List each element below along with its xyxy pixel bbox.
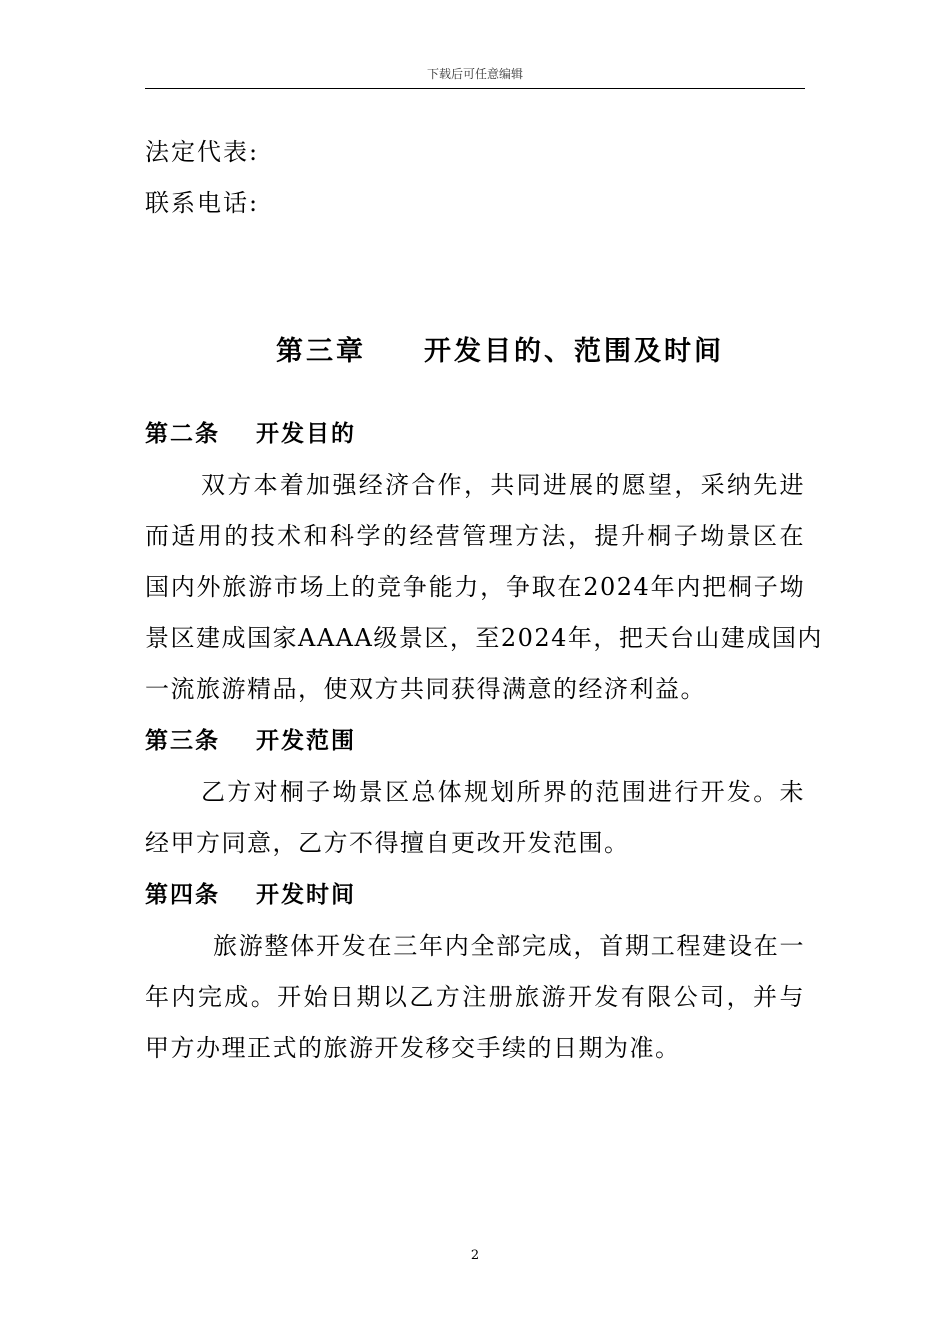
paragraph-line: 而适用的技术和科学的经营管理方法，提升桐子坳景区在 bbox=[145, 522, 805, 550]
paragraph-line: 经甲方同意，乙方不得擅自更改开发范围。 bbox=[145, 829, 630, 857]
article-number: 第四条 bbox=[145, 882, 220, 908]
paragraph-line: 旅游整体开发在三年内全部完成，首期工程建设在一 bbox=[213, 932, 805, 960]
chapter-number: 第三章 bbox=[276, 336, 366, 367]
chapter-title: 开发目的、范围及时间 bbox=[424, 336, 724, 367]
paragraph-line: 双方本着加强经济合作，共同进展的愿望，采纳先进 bbox=[201, 471, 805, 499]
page-number: 2 bbox=[470, 1248, 480, 1263]
article-title: 开发目的 bbox=[256, 421, 356, 447]
article-paragraph bbox=[145, 460, 823, 715]
article-paragraph bbox=[145, 767, 805, 869]
article-paragraph bbox=[145, 921, 805, 1074]
paragraph-line: 乙方对桐子坳景区总体规划所界的范围进行开发。未 bbox=[201, 778, 805, 806]
paragraph-line: 一流旅游精品，使双方共同获得满意的经济利益。 bbox=[145, 675, 706, 703]
page-header: 下载后可任意编辑 bbox=[426, 67, 523, 81]
paragraph-line: 国内外旅游市场上的竞争能力，争取在2024年内把桐子坳 bbox=[145, 573, 805, 601]
paragraph-line: 年内完成。开始日期以乙方注册旅游开发有限公司，并与 bbox=[145, 983, 805, 1011]
article-title: 开发时间 bbox=[256, 882, 356, 908]
contact-phone-field: 联系电话: bbox=[145, 189, 260, 217]
article-heading bbox=[145, 869, 805, 921]
article-title: 开发范围 bbox=[256, 728, 356, 754]
article-number: 第二条 bbox=[145, 421, 220, 447]
article-number: 第三条 bbox=[145, 728, 220, 754]
chapter-heading bbox=[145, 330, 805, 374]
document-body bbox=[145, 127, 823, 1074]
legal-representative-field: 法定代表: bbox=[145, 138, 260, 166]
paragraph-line: 甲方办理正式的旅游开发移交手续的日期为准。 bbox=[145, 1034, 681, 1062]
paragraph-line: 景区建成国家AAAA级景区，至2024年，把天台山建成国内 bbox=[145, 624, 823, 652]
article-heading bbox=[145, 715, 805, 767]
header-divider bbox=[145, 88, 805, 89]
article-heading bbox=[145, 408, 805, 460]
